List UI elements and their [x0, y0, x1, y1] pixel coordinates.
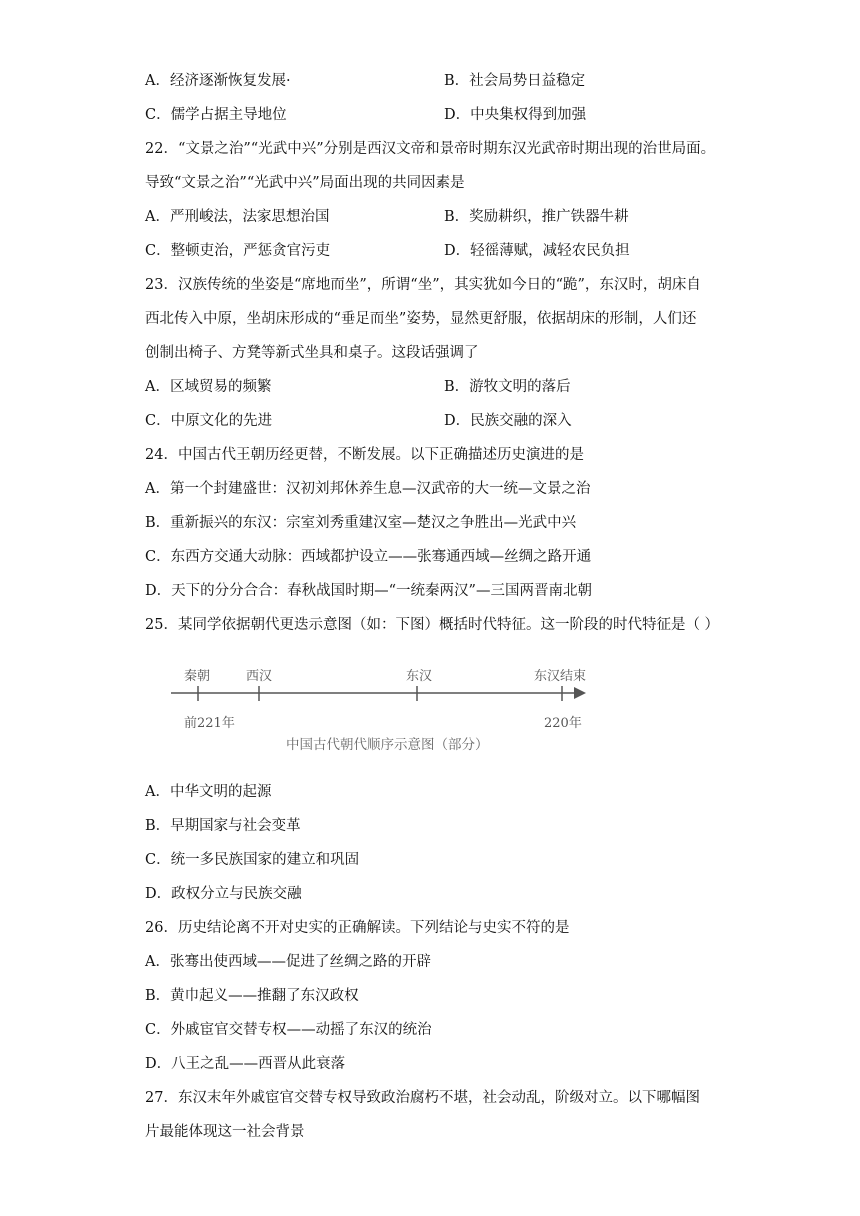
label-qin: 秦朝 — [184, 669, 211, 684]
q22-option-b[interactable]: B．奖励耕织，推广铁器牛耕 — [444, 209, 629, 225]
year-end: 220年 — [544, 716, 582, 731]
q26-option-d[interactable]: D．八王之乱——西晋从此衰落 — [145, 1056, 346, 1072]
timeline-caption: 中国古代朝代顺序示意图（部分） — [286, 737, 489, 753]
q24-option-a[interactable]: A．第一个封建盛世：汉初刘邦休养生息—汉武帝的大一统—文景之治 — [145, 481, 591, 497]
q21-option-a[interactable]: A．经济逐渐恢复发展· — [145, 73, 291, 89]
q23-stem-line1: 23．汉族传统的坐姿是“席地而坐”，所谓“坐”，其实犹如今日的“跪”，东汉时，胡床自 — [145, 277, 701, 293]
q21-option-b[interactable]: B．社会局势日益稳定 — [444, 73, 586, 89]
year-start: 前221年 — [184, 716, 235, 731]
q22-option-a[interactable]: A．严刑峻法，法家思想治国 — [145, 209, 330, 225]
q21-option-c[interactable]: C．儒学占据主导地位 — [145, 107, 287, 123]
q26-option-a[interactable]: A．张骞出使西域——促进了丝绸之路的开辟 — [145, 954, 431, 970]
q23-option-a[interactable]: A．区域贸易的频繁 — [145, 379, 272, 395]
dynasty-timeline-figure — [166, 655, 596, 760]
q22-option-c[interactable]: C．整顿吏治，严惩贪官污吏 — [145, 243, 331, 259]
q27-stem-line2: 片最能体现这一社会背景 — [145, 1124, 305, 1140]
q21-option-d[interactable]: D．中央集权得到加强 — [444, 107, 587, 123]
q22-stem-line1: 22．“文景之治”“光武中兴”分别是西汉文帝和景帝时期东汉光武帝时期出现的治世局面。 — [145, 141, 716, 157]
q24-option-c[interactable]: C．东西方交通大动脉：西域都护设立——张骞通西域—丝绸之路开通 — [145, 549, 592, 565]
q25-stem: 25．某同学依据朝代更迭示意图（如：下图）概括时代特征。这一阶段的时代特征是（ ） — [145, 617, 720, 633]
q26-stem: 26．历史结论离不开对史实的正确解读。下列结论与史实不符的是 — [145, 920, 570, 936]
q23-option-c[interactable]: C．中原文化的先进 — [145, 413, 273, 429]
q23-option-b[interactable]: B．游牧文明的落后 — [444, 379, 571, 395]
label-xihan: 西汉 — [246, 669, 273, 684]
q25-option-a[interactable]: A．中华文明的起源 — [145, 784, 272, 800]
q25-option-c[interactable]: C．统一多民族国家的建立和巩固 — [145, 852, 360, 868]
label-donghan: 东汉 — [406, 669, 433, 684]
q25-option-d[interactable]: D．政权分立与民族交融 — [145, 886, 302, 902]
q24-option-b[interactable]: B．重新振兴的东汉：宗室刘秀重建汉室—楚汉之争胜出—光武中兴 — [145, 515, 577, 531]
q23-stem-line2: 西北传入中原，坐胡床形成的“垂足而坐”姿势，显然更舒服，依据胡床的形制，人们还 — [145, 311, 697, 327]
q24-stem: 24．中国古代王朝历经更替，不断发展。以下正确描述历史演进的是 — [145, 447, 584, 463]
timeline-arrowhead — [574, 687, 586, 699]
q26-option-b[interactable]: B．黄巾起义——推翻了东汉政权 — [145, 988, 359, 1004]
q23-option-d[interactable]: D．民族交融的深入 — [444, 413, 572, 429]
q26-option-c[interactable]: C．外戚宦官交替专权——动摇了东汉的统治 — [145, 1022, 432, 1038]
q22-option-d[interactable]: D．轻徭薄赋，减轻农民负担 — [444, 243, 630, 259]
q24-option-d[interactable]: D．天下的分分合合：春秋战国时期—“一统秦两汉”—三国两晋南北朝 — [145, 583, 592, 599]
q23-stem-line3: 创制出椅子、方凳等新式坐具和桌子。这段话强调了 — [145, 345, 479, 361]
label-end: 东汉结束 — [534, 669, 587, 684]
q25-option-b[interactable]: B．早期国家与社会变革 — [145, 818, 301, 834]
q27-stem-line1: 27．东汉末年外戚宦官交替专权导致政治腐朽不堪，社会动乱，阶级对立。以下哪幅图 — [145, 1090, 700, 1106]
q22-stem-line2: 导致“文景之治”“光武中兴”局面出现的共同因素是 — [145, 175, 465, 191]
